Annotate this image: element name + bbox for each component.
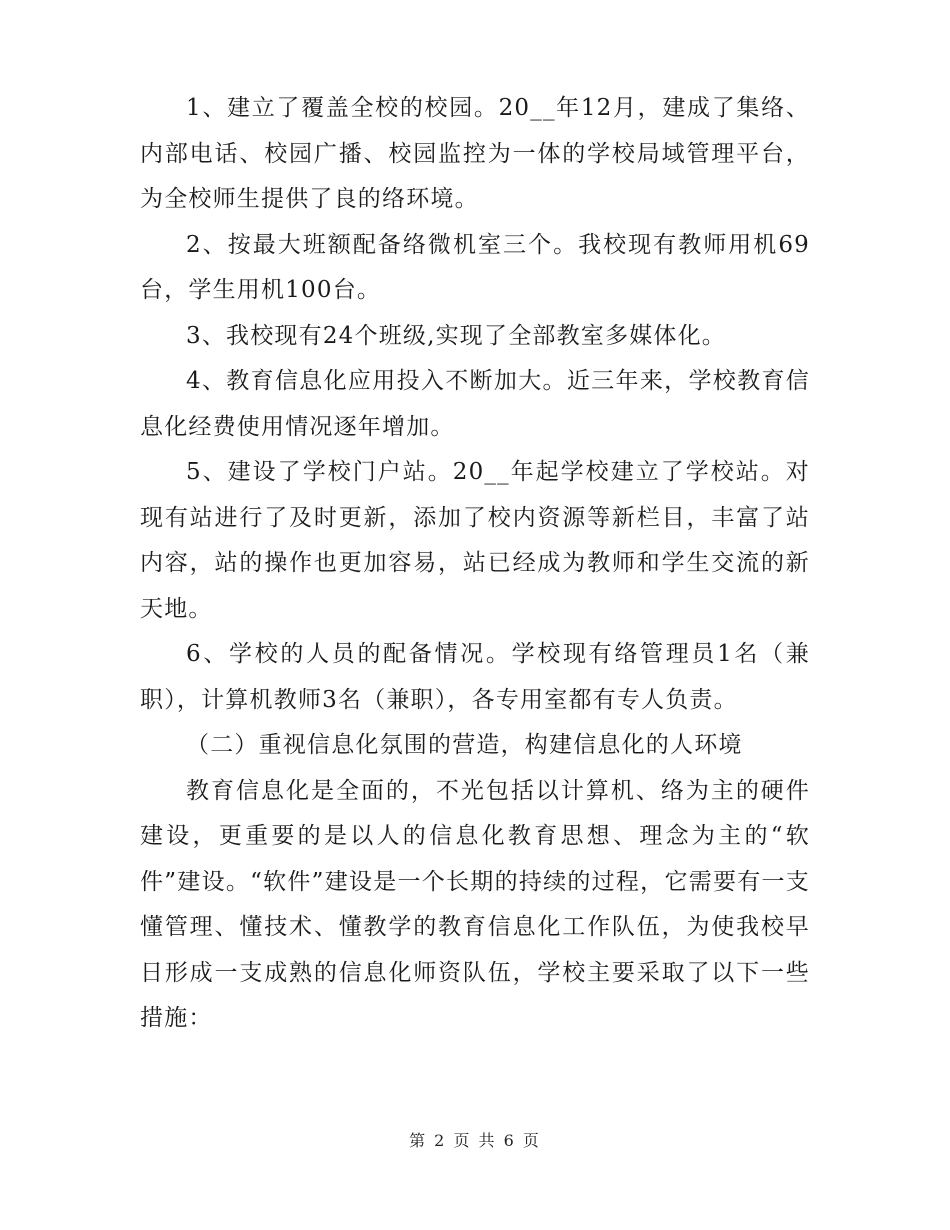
- closing-paragraph: 教育信息化是全面的，不光包括以计算机、络为主的硬件建设，更重要的是以人的信息化教育思想、理念为主的“软件”建设。“软件”建设是一个长期的持续的过程，它需要有一支懂管理、懂技术、懂教学的教育信息化工作队伍，为使我校早日形成一支成熟的信息化师资队伍，学校主要采取了以下一些措施：: [140, 777, 810, 1031]
- section-heading: （二）重视信息化氛围的营造，构建信息化的人环境: [186, 732, 743, 758]
- paragraph-item-4: 4、教育信息化应用投入不断加大。近三年来，学校教育信息化经费使用情况逐年增加。: [140, 368, 810, 440]
- paragraph-item-1: 1、建立了覆盖全校的校园。20__年12月，建成了集络、内部电话、校园广播、校园监控为一体的学校局域管理平台，为全校师生提供了良的络环境。: [140, 95, 810, 212]
- paragraph-item-2: 2、按最大班额配备络微机室三个。我校现有教师用机69台，学生用机100台。: [140, 231, 810, 303]
- paragraph-item-6: 6、学校的人员的配备情况。学校现有络管理员1名（兼职），计算机教师3名（兼职），各专用室都有专人负责。: [140, 641, 810, 713]
- paragraph-item-3: 3、我校现有24个班级,实现了全部教室多媒体化。: [186, 322, 727, 349]
- paragraph-item-5: 5、建设了学校门户站。20__年起学校建立了学校站。对现有站进行了及时更新，添加了校内资源等新栏目，丰富了站内容，站的操作也更加容易，站已经成为教师和学生交流的新天地。: [140, 459, 810, 622]
- page-number-footer: 第 2 页 共 6 页: [409, 1131, 541, 1150]
- document-body: [140, 86, 810, 1042]
